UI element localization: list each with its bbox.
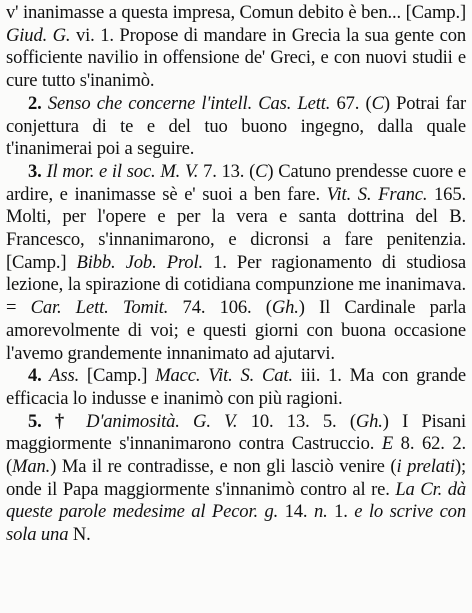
text-segment: 165. Molti, per l'opere e per la vera e santa dottrina del B. Francesco, s'innanimarono, e dicronsi a fare penitenzia. [Camp.] xyxy=(6,183,466,273)
sense-number: 5. † xyxy=(28,410,73,432)
text-segment: ) Ma il re contradisse, e non gli lasciò venire ( xyxy=(50,456,397,478)
citation-source: Vit. S. Franc. xyxy=(326,183,428,205)
citation-mark: Gh. xyxy=(355,410,383,432)
sense-definition: Il mor. e il soc. M. V. xyxy=(41,160,199,182)
text-segment: 1. Per ragionamento di studiosa lezione, la spirazione di cotidiana compunzione me inanimava. = xyxy=(6,251,466,319)
editorial-note: La Cr. dà queste parole medesime al Pecor. g. xyxy=(6,478,467,523)
sense-number: 4. xyxy=(28,365,42,387)
text-segment: 74. 106. ( xyxy=(168,297,272,319)
text-segment: 8. 62. 2. ( xyxy=(6,433,466,478)
entry-continuation xyxy=(6,2,466,93)
sense-2-paragraph xyxy=(6,93,466,161)
citation-mark: Man. xyxy=(12,456,51,478)
text-segment: ) Il Cardinale parla amorevolmente di voi; e questi giorni con buona occasione l'avemo grandemente innanimato ad ajutarvi. xyxy=(6,297,466,364)
citation-mark: C xyxy=(371,92,384,114)
text-segment: 1. xyxy=(327,501,355,523)
text-segment: [Camp.] xyxy=(79,365,156,387)
text-segment: ); onde il Papa maggiormente s'innanimò contro al re. xyxy=(6,456,466,500)
editorial-note: e lo scrive con sola una xyxy=(6,501,466,546)
sense-4-paragraph xyxy=(6,365,466,410)
editorial-note: n. xyxy=(313,501,328,523)
text-segment: ) Catuno prendesse cuore e ardire, e inanimasse sè e' suoi a ben fare. xyxy=(6,160,466,205)
text-segment: 14. xyxy=(278,501,314,523)
text-segment: ) Potrai far conjettura di te e del tuo buono ingegno, dalla quale t'inanimerai poi a seguire. xyxy=(6,92,466,160)
text-segment: N. xyxy=(68,524,91,546)
citation-source: E xyxy=(381,433,394,455)
text-segment: ) I Pisani maggiormente s'innanimarono contra Castruccio. xyxy=(6,410,467,455)
text-segment: v' inanimasse a questa impresa, Comun debito è ben... [Camp.] xyxy=(6,2,466,23)
text-segment: 7. 13. ( xyxy=(198,160,256,182)
citation-source: Bibb. Job. Prol. xyxy=(76,251,203,273)
text-segment: vi. 1. Propose di mandare in Grecia la sua gente con sofficiente navilio in offensione de' Greci, e con nuovi studii e cure tutto s'inanimò. xyxy=(6,24,466,92)
text-segment: 67. ( xyxy=(330,92,372,114)
text-segment: iii. 1. Ma con grande efficacia lo indusse e inanimò con più ragioni. xyxy=(6,365,466,409)
text-segment: 10. 13. 5. ( xyxy=(237,410,356,432)
sense-number: 2. xyxy=(28,92,42,114)
sense-definition: Senso che concerne l'intell. Cas. Lett. xyxy=(41,92,331,114)
citation-source: Giud. G. xyxy=(6,24,71,46)
citation-source: Car. Lett. Tomit. xyxy=(30,297,169,319)
citation-source: Macc. Vit. S. Cat. xyxy=(155,365,293,387)
sense-3-paragraph xyxy=(6,161,466,365)
sense-5-paragraph xyxy=(6,411,466,547)
citation-mark: C xyxy=(255,160,268,182)
quoted-phrase: i prelati xyxy=(396,456,455,478)
sense-definition: D'animosità. G. V. xyxy=(72,410,238,432)
sense-definition: Ass. xyxy=(41,365,80,387)
citation-mark: Gh. xyxy=(271,297,299,319)
sense-number: 3. xyxy=(28,160,42,182)
